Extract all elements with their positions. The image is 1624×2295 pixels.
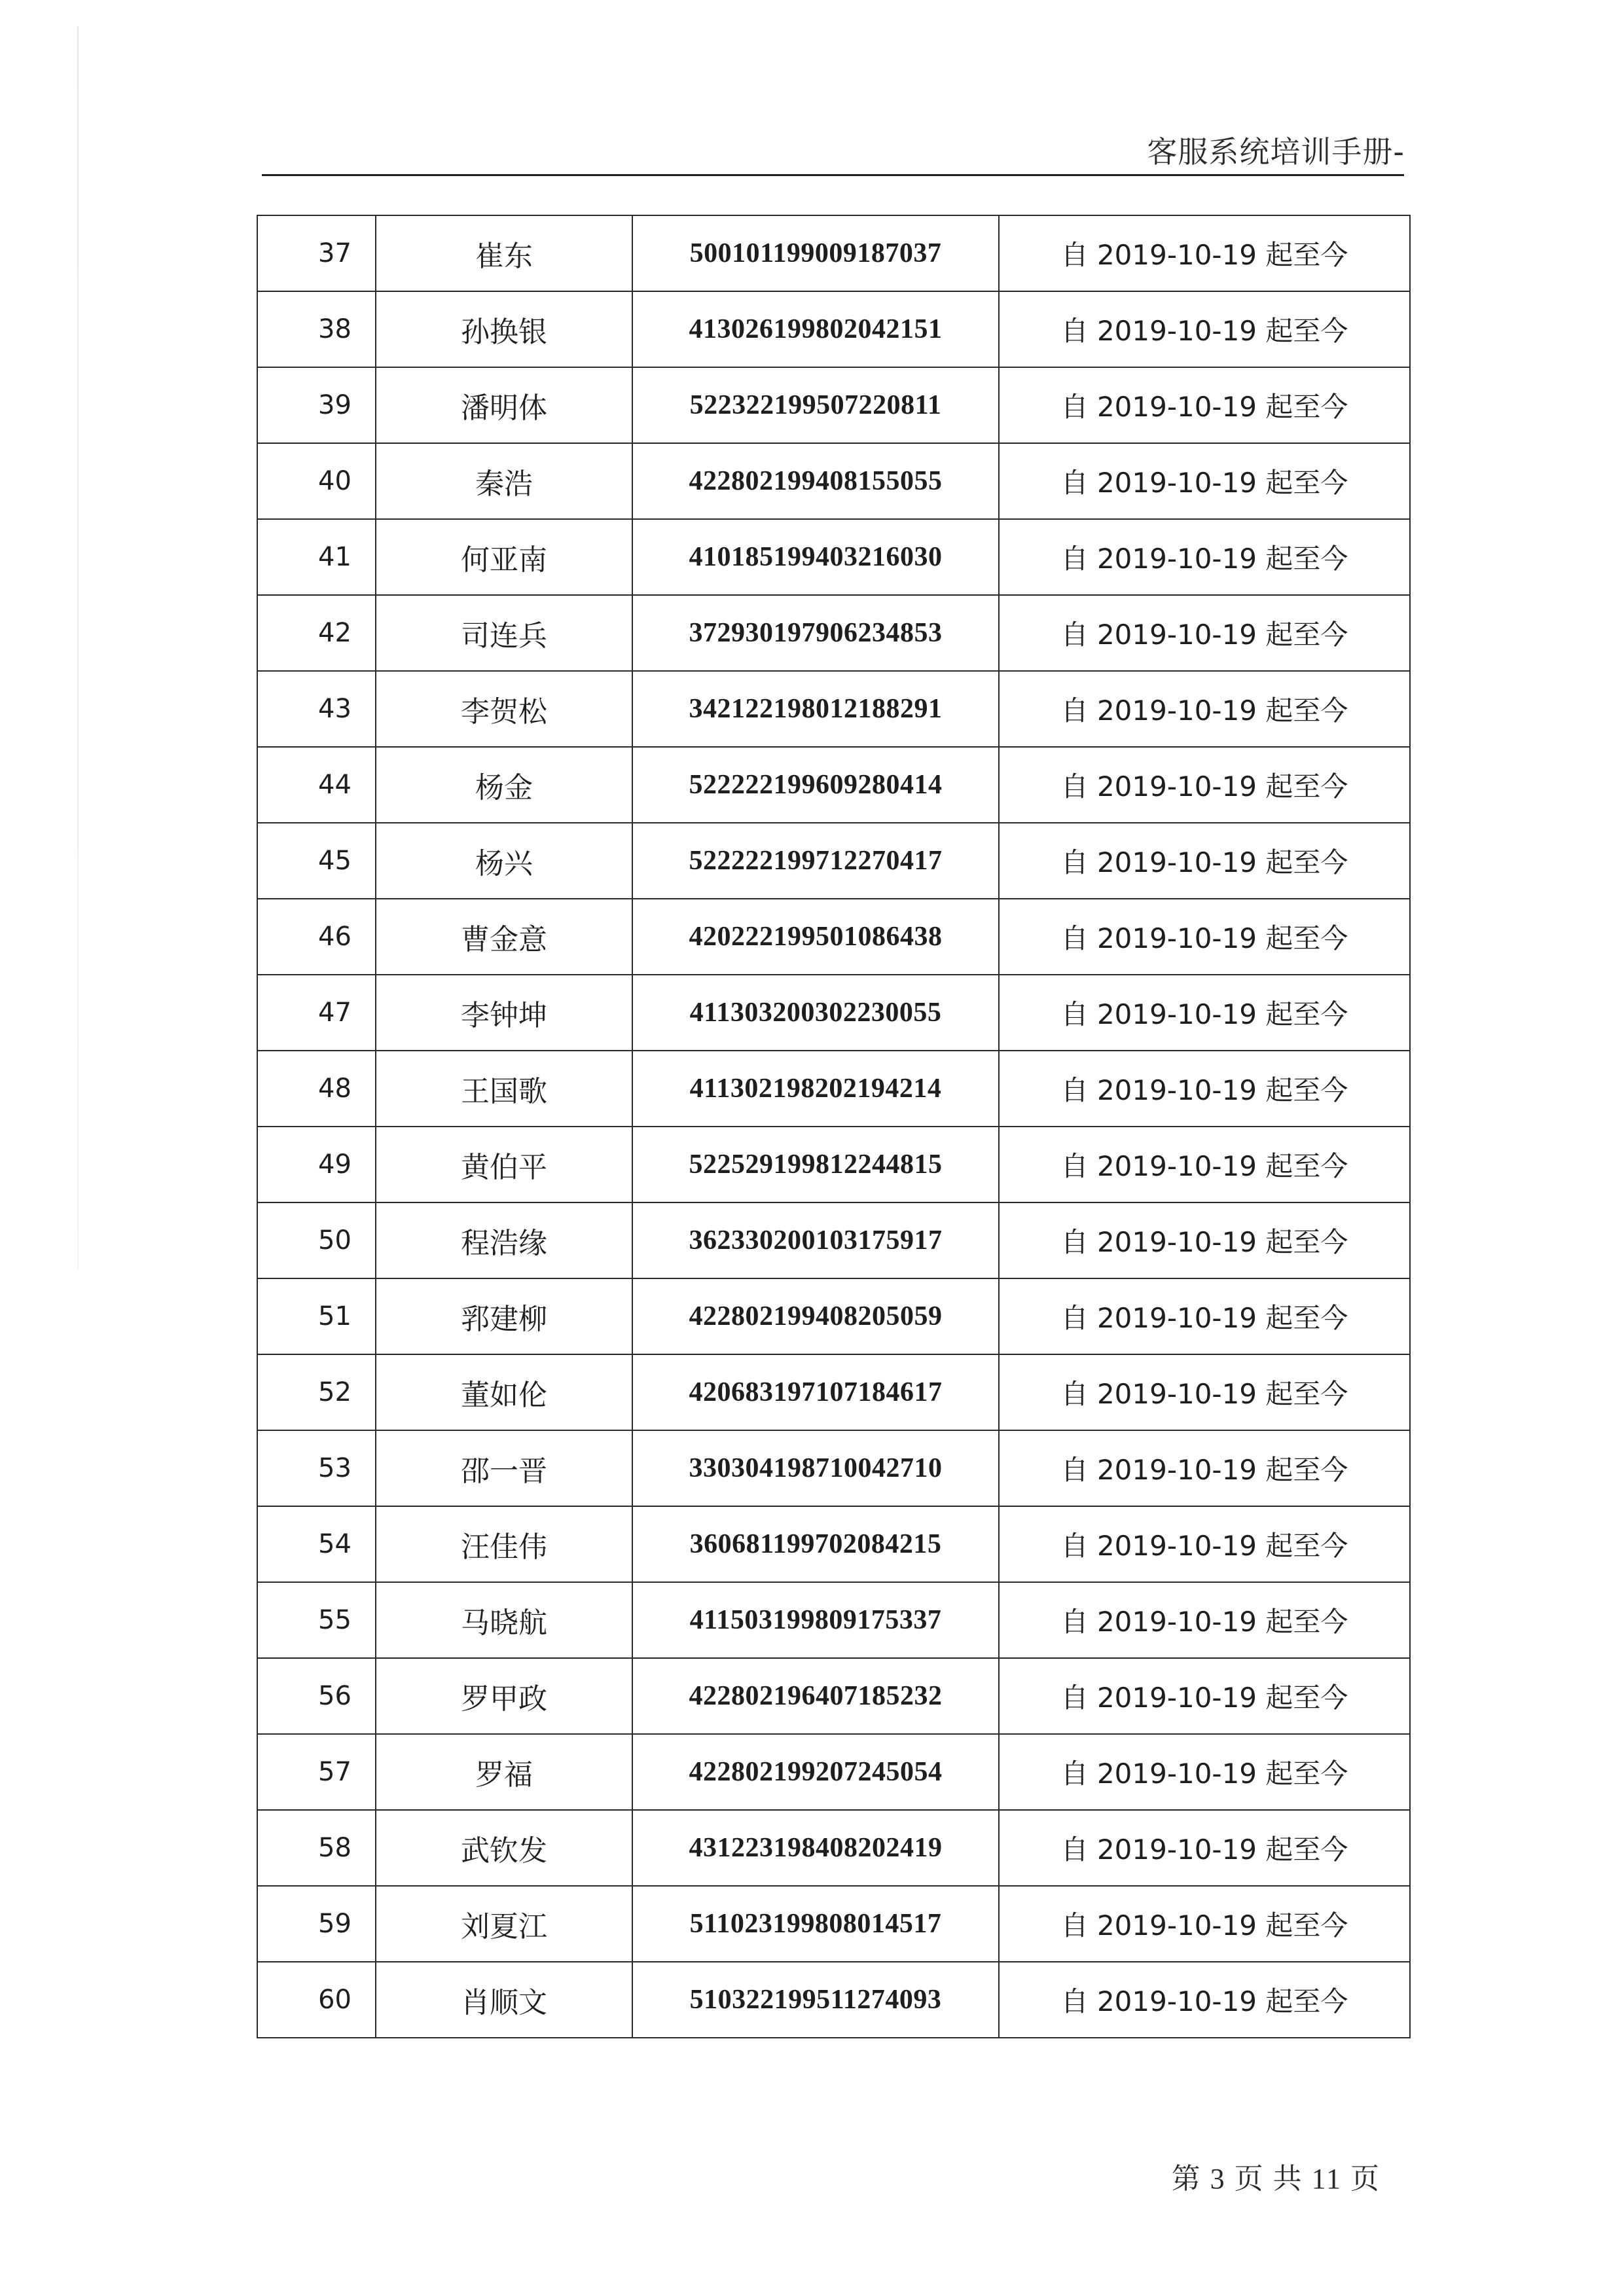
employment-period-cell: 自 2019-10-19 起至今: [999, 1430, 1410, 1506]
employment-period-cell: 自 2019-10-19 起至今: [999, 1278, 1410, 1354]
name-cell: 汪佳伟: [376, 1506, 632, 1582]
table-row: [257, 595, 1410, 671]
id-number-cell: 372930197906234853: [632, 595, 999, 671]
name-cell: 司连兵: [376, 595, 632, 671]
row-number-cell: 54: [257, 1506, 376, 1582]
id-number-cell: 362330200103175917: [632, 1202, 999, 1278]
name-cell: 董如伦: [376, 1354, 632, 1430]
id-number-cell: 422802196407185232: [632, 1658, 999, 1734]
row-number-cell: 48: [257, 1051, 376, 1127]
employment-period-cell: 自 2019-10-19 起至今: [999, 1051, 1410, 1127]
scan-artifact-line: [77, 26, 79, 1270]
employment-period-cell: 自 2019-10-19 起至今: [999, 671, 1410, 747]
employment-period-cell: 自 2019-10-19 起至今: [999, 1658, 1410, 1734]
row-number-cell: 38: [257, 291, 376, 367]
row-number-cell: 59: [257, 1886, 376, 1962]
employment-period-cell: 自 2019-10-19 起至今: [999, 1886, 1410, 1962]
id-number-cell: 330304198710042710: [632, 1430, 999, 1506]
id-number-cell: 420683197107184617: [632, 1354, 999, 1430]
id-number-cell: 422802199408155055: [632, 443, 999, 519]
table-row: [257, 1127, 1410, 1202]
name-cell: 罗福: [376, 1734, 632, 1810]
table-row: [257, 671, 1410, 747]
employment-period-cell: 自 2019-10-19 起至今: [999, 1962, 1410, 2038]
name-cell: 崔东: [376, 215, 632, 291]
employment-period-cell: 自 2019-10-19 起至今: [999, 1810, 1410, 1886]
id-number-cell: 522529199812244815: [632, 1127, 999, 1202]
name-cell: 杨兴: [376, 823, 632, 899]
row-number-cell: 60: [257, 1962, 376, 2038]
name-cell: 马晓航: [376, 1582, 632, 1658]
name-cell: 肖顺文: [376, 1962, 632, 2038]
table-row: [257, 519, 1410, 595]
table-row: [257, 215, 1410, 291]
table-row: [257, 1658, 1410, 1734]
row-number-cell: 58: [257, 1810, 376, 1886]
employment-period-cell: 自 2019-10-19 起至今: [999, 1582, 1410, 1658]
table-row: [257, 1430, 1410, 1506]
id-number-cell: 422802199207245054: [632, 1734, 999, 1810]
id-number-cell: 342122198012188291: [632, 671, 999, 747]
employment-period-cell: 自 2019-10-19 起至今: [999, 1127, 1410, 1202]
employment-period-cell: 自 2019-10-19 起至今: [999, 367, 1410, 443]
id-number-cell: 360681199702084215: [632, 1506, 999, 1582]
employment-period-cell: 自 2019-10-19 起至今: [999, 291, 1410, 367]
table-row: [257, 823, 1410, 899]
table-row: [257, 1886, 1410, 1962]
employment-period-cell: 自 2019-10-19 起至今: [999, 215, 1410, 291]
personnel-table-body: [257, 215, 1410, 2038]
row-number-cell: 53: [257, 1430, 376, 1506]
table-row: [257, 1051, 1410, 1127]
table-row: [257, 291, 1410, 367]
id-number-cell: 522322199507220811: [632, 367, 999, 443]
header-rule: [262, 174, 1404, 176]
id-number-cell: 411302198202194214: [632, 1051, 999, 1127]
name-cell: 何亚南: [376, 519, 632, 595]
name-cell: 刘夏江: [376, 1886, 632, 1962]
id-number-cell: 431223198408202419: [632, 1810, 999, 1886]
employment-period-cell: 自 2019-10-19 起至今: [999, 975, 1410, 1051]
table-row: [257, 1354, 1410, 1430]
employment-period-cell: 自 2019-10-19 起至今: [999, 1354, 1410, 1430]
row-number-cell: 40: [257, 443, 376, 519]
row-number-cell: 56: [257, 1658, 376, 1734]
row-number-cell: 57: [257, 1734, 376, 1810]
name-cell: 孙换银: [376, 291, 632, 367]
personnel-table: [257, 215, 1411, 2038]
employment-period-cell: 自 2019-10-19 起至今: [999, 899, 1410, 975]
name-cell: 邵一晋: [376, 1430, 632, 1506]
row-number-cell: 42: [257, 595, 376, 671]
employment-period-cell: 自 2019-10-19 起至今: [999, 823, 1410, 899]
name-cell: 武钦发: [376, 1810, 632, 1886]
table-row: [257, 1734, 1410, 1810]
row-number-cell: 39: [257, 367, 376, 443]
id-number-cell: 511023199808014517: [632, 1886, 999, 1962]
table-row: [257, 1810, 1410, 1886]
table-row: [257, 1582, 1410, 1658]
row-number-cell: 43: [257, 671, 376, 747]
table-row: [257, 975, 1410, 1051]
name-cell: 秦浩: [376, 443, 632, 519]
row-number-cell: 47: [257, 975, 376, 1051]
row-number-cell: 50: [257, 1202, 376, 1278]
employment-period-cell: 自 2019-10-19 起至今: [999, 1202, 1410, 1278]
name-cell: 潘明体: [376, 367, 632, 443]
row-number-cell: 44: [257, 747, 376, 823]
employment-period-cell: 自 2019-10-19 起至今: [999, 747, 1410, 823]
employment-period-cell: 自 2019-10-19 起至今: [999, 443, 1410, 519]
table-row: [257, 1506, 1410, 1582]
table-row: [257, 443, 1410, 519]
id-number-cell: 411303200302230055: [632, 975, 999, 1051]
name-cell: 杨金: [376, 747, 632, 823]
row-number-cell: 49: [257, 1127, 376, 1202]
row-number-cell: 45: [257, 823, 376, 899]
id-number-cell: 500101199009187037: [632, 215, 999, 291]
name-cell: 曹金意: [376, 899, 632, 975]
id-number-cell: 420222199501086438: [632, 899, 999, 975]
name-cell: 郛建柳: [376, 1278, 632, 1354]
row-number-cell: 37: [257, 215, 376, 291]
name-cell: 李贺松: [376, 671, 632, 747]
id-number-cell: 410185199403216030: [632, 519, 999, 595]
id-number-cell: 413026199802042151: [632, 291, 999, 367]
employment-period-cell: 自 2019-10-19 起至今: [999, 1734, 1410, 1810]
name-cell: 王国歌: [376, 1051, 632, 1127]
name-cell: 程浩缘: [376, 1202, 632, 1278]
table-row: [257, 1962, 1410, 2038]
row-number-cell: 52: [257, 1354, 376, 1430]
running-header-title: 客服系统培训手册-: [1147, 134, 1405, 170]
table-row: [257, 367, 1410, 443]
id-number-cell: 522222199609280414: [632, 747, 999, 823]
row-number-cell: 51: [257, 1278, 376, 1354]
name-cell: 罗甲政: [376, 1658, 632, 1734]
name-cell: 黄伯平: [376, 1127, 632, 1202]
id-number-cell: 422802199408205059: [632, 1278, 999, 1354]
id-number-cell: 510322199511274093: [632, 1962, 999, 2038]
employment-period-cell: 自 2019-10-19 起至今: [999, 1506, 1410, 1582]
page-number: 第 3 页 共 11 页: [1171, 2163, 1380, 2195]
name-cell: 李钟坤: [376, 975, 632, 1051]
row-number-cell: 46: [257, 899, 376, 975]
table-row: [257, 1278, 1410, 1354]
row-number-cell: 41: [257, 519, 376, 595]
table-row: [257, 747, 1410, 823]
id-number-cell: 522222199712270417: [632, 823, 999, 899]
row-number-cell: 55: [257, 1582, 376, 1658]
table-row: [257, 899, 1410, 975]
employment-period-cell: 自 2019-10-19 起至今: [999, 519, 1410, 595]
table-row: [257, 1202, 1410, 1278]
employment-period-cell: 自 2019-10-19 起至今: [999, 595, 1410, 671]
id-number-cell: 411503199809175337: [632, 1582, 999, 1658]
